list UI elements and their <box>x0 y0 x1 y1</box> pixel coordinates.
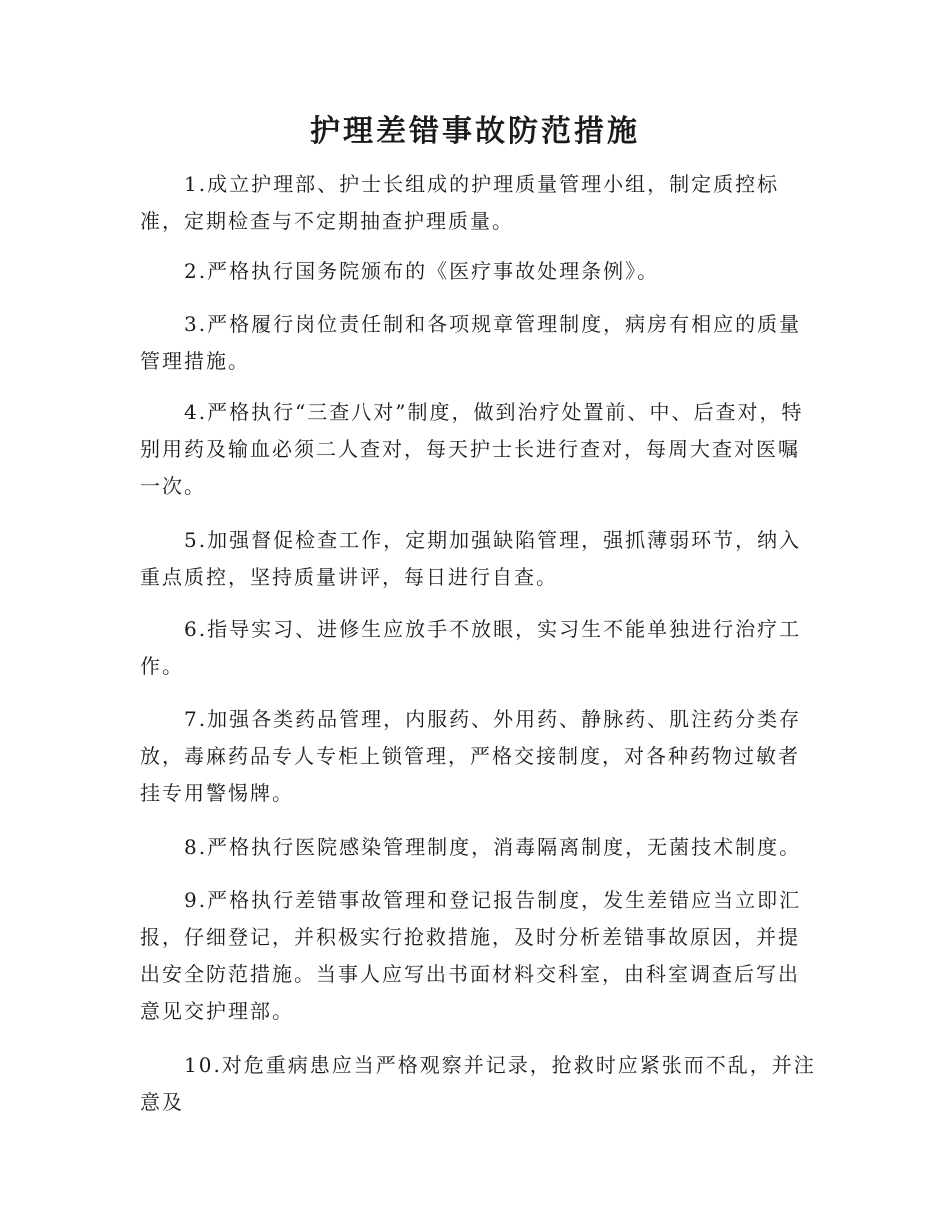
paragraph-9: 9.严格执行差错事故管理和登记报告制度，发生差错应当立即汇报，仔细登记，并积极实行抢救措施，及时分析差错事故原因，并提出安全防范措施。当事人应写出书面材料交科室，由科室调查后写出意见交护理部。 <box>140 888 802 1023</box>
paragraph-4: 4.严格执行“三查八对”制度，做到治疗处置前、中、后查对，特别用药及输血必须二人查对，每天护士长进行查对，每周大查对医嘱一次。 <box>140 400 804 498</box>
paragraph-7: 7.加强各类药品管理，内服药、外用药、静脉药、肌注药分类存放，毒麻药品专人专柜上锁管理，严格交接制度，对各种药物过敏者挂专用警惕牌。 <box>140 707 802 805</box>
paragraph-1: 1.成立护理部、护士长组成的护理质量管理小组，制定质控标准，定期检查与不定期抽查护理质量。 <box>140 172 780 233</box>
paragraph-6: 6.指导实习、进修生应放手不放眼，实习生不能单独进行治疗工作。 <box>140 617 802 678</box>
paragraph-8: 8.严格执行医院感染管理制度，消毒隔离制度，无菌技术制度。 <box>184 835 802 859</box>
paragraph-5: 5.加强督促检查工作，定期加强缺陷管理，强抓薄弱环节，纳入重点质控，坚持质量讲评，每日进行自查。 <box>140 528 802 589</box>
paragraph-10: 10.对危重病患应当严格观察并记录，抢救时应紧张而不乱，并注意及 <box>140 1053 816 1114</box>
paragraph-3: 3.严格履行岗位责任制和各项规章管理制度，病房有相应的质量管理措施。 <box>140 312 802 373</box>
paragraph-2: 2.严格执行国务院颁布的《医疗事故处理条例》。 <box>184 259 660 283</box>
document-title: 护理差错事故防范措施 <box>310 114 640 149</box>
